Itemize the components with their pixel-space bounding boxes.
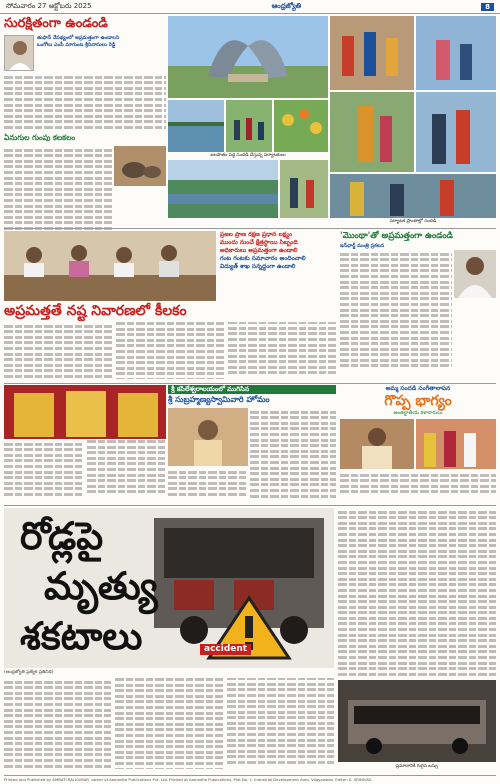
story-safety-kicker2: ఒంగోలు ఎంపీ మాగుంట శ్రీనివాసులు రెడ్డి [37,42,116,48]
story-blessing-sub: అంతర్జాతీయ కళాకారులు [393,410,443,416]
bus-caption: ప్రమాదానికి గురైన బస్సు [395,764,439,769]
officials-meeting-photo [4,231,216,301]
bullet-2: ముందు నుంచే క్షేత్రస్థాయి సిబ్బంది [220,239,298,246]
tourists-right-photo-3 [330,92,414,172]
story-safety-body [4,73,166,131]
tourists-right-photo-4 [416,92,496,172]
story-montha-headline: 'మొంథా'తో అప్రమత్తంగా ఉండండి [340,231,453,241]
top-photo-caption-2: పర్యాటక ప్రాంతాల్లో సందడి [389,219,437,224]
waterfront-photo [168,160,278,218]
story-accident-headline-2: మృత్యు [44,564,158,608]
story-accident-headline-3: శకటాలు [20,614,143,658]
story-montha-body [340,250,452,380]
story-safety-headline: సురక్షితంగా ఉండండి [4,16,108,31]
bullet-5: విద్యుత్ శాఖ సన్నద్ధంగా ఉండాలి [220,263,296,270]
page-number: 8 [481,3,494,11]
story-preparedness-body [4,322,336,380]
top-photo-caption-1: జలపాతం వద్ద సందడి చేస్తున్న పర్యాటకులు [210,153,286,158]
accident-sign-label: accident [200,644,251,655]
deity-photo [4,385,166,439]
family-park-photo [280,160,328,218]
mp-portrait [4,35,34,71]
tourists-right-photo-1 [330,16,414,90]
story-montha [340,231,496,381]
story-montha-kicker: ఇన్‌ఛార్జ్ మంత్రి ప్రకటన [340,243,385,249]
story-homam-headline: శ్రీ సుబ్రహ్మణ్యస్వామివారి హోమం [168,395,270,404]
musician-photo [340,419,414,469]
flower-garden-photo [274,100,328,152]
story-accident-body [4,678,334,774]
story-blessing-body [340,471,496,497]
bullet-1: ప్రజల ప్రాణ రక్షణ ప్రధాన లక్ష్యం [220,231,293,238]
lake-bridge-photo [168,100,224,152]
bullet-3: అధికారులు అప్రమత్తంగా ఉండాలి [220,247,298,254]
story-homam-body-3 [168,468,248,502]
story-elephants-headline: ఏనుగుల గుంపు కలకలం [4,133,76,142]
imprint-footer: Printed and Published by AMBATI RAJ KUMAR, owner of Aamodha Publications Pvt. Ltd. Printed at Aamodha Publications, Plot No. 1, Industrial Development Area, Vijayawada. Editor: K. SRINIVAS. [4,775,496,784]
minister-portrait [454,250,496,298]
tourists-right-photo-5 [330,174,496,218]
bullet-4: గంట గంటకు సమాచారం అందించాలి [220,255,306,262]
story-accident-byline: (ఆంధ్రజ్యోతి ప్రత్యేక ప్రతినిధి) [4,670,54,675]
story-accident-body-right [338,508,496,678]
story-preparedness-headline: అప్రమత్తతే నష్ట నివారణలో కీలకం [4,303,187,319]
story-accident-headline-1: రోడ్లపై [20,514,104,558]
story-safety [4,16,166,228]
page-header [0,0,500,14]
story-blessing-headline: గొప్ప భాగ్యం [384,393,452,409]
masthead: ఆంధ్రజ్యోతి [271,1,302,10]
elephant-photo [114,146,166,186]
divider [4,383,496,384]
garden-visitors-photo [226,100,272,152]
story-blessing-kicker: అమ్మ సందడి సంగీతాలాపన [385,385,451,392]
story-preparedness-bullets [220,231,336,301]
story-homam-body [4,440,166,502]
tourists-right-photo-2 [416,16,496,90]
story-elephants-body [4,146,112,244]
priest-ritual-photo [168,408,248,466]
divider [4,228,496,229]
burnt-bus-photo [338,680,496,762]
story-blessing [340,385,496,503]
issue-date: సోమవారం 27 అక్టోబరు 2025 [6,1,92,10]
divider [4,505,496,506]
story-safety-kicker1: తుఫాన్ నేపథ్యంలో అప్రమత్తంగా ఉండాలని [37,35,120,41]
story-homam-body-2 [250,408,336,502]
dolphin-statue-photo [168,16,328,98]
felicitation-photo [416,419,496,469]
story-homam-banner: శ్రీ కపిలేశ్వరాలయంలో ముగిసిన [168,385,336,394]
